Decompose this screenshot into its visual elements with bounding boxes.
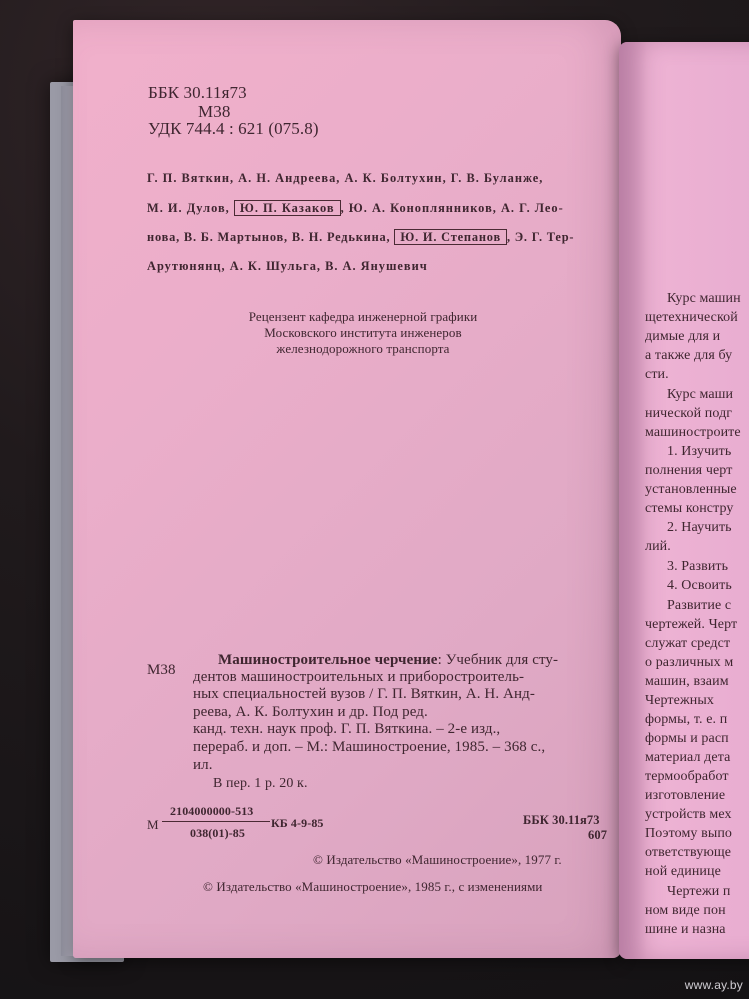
right-line-12: стемы констру: [645, 501, 734, 516]
authors-line-3: [147, 230, 574, 245]
right-line-7: нической подг: [645, 406, 733, 421]
right-line-1: Курс машин: [667, 291, 741, 306]
watermark: www.ay.by: [684, 978, 743, 992]
right-line-16: 4. Освоить: [667, 578, 732, 593]
right-line-2: щетехнической: [645, 310, 738, 325]
authors-line-2-suffix: , Ю. А. Коноплянников, А. Г. Лео-: [340, 201, 564, 215]
right-line-30: ответствующе: [645, 845, 732, 860]
right-line-32: Чертежи п: [667, 884, 731, 899]
bibliography-line-1: [218, 652, 558, 669]
authors-line-2: [147, 201, 564, 216]
right-line-20: о различных м: [645, 655, 734, 670]
bibliography-line-4: реева, А. К. Болтухин и др. Под ред.: [193, 704, 428, 720]
bibliography-line-5: канд. техн. наук проф. Г. П. Вяткина. – 2-е изд.,: [193, 721, 501, 737]
authors-line-3-prefix: нова, В. Б. Мартынов, В. Н. Редькина,: [147, 230, 391, 244]
reviewer-line-2: Московского института инженеров: [264, 325, 462, 340]
bibliography-line-7: ил.: [193, 757, 213, 773]
right-line-15: 3. Развить: [667, 559, 729, 574]
boxed-author-stepanov: Ю. И. Степанов: [394, 229, 507, 245]
fraction-numerator: 2104000000-513: [170, 804, 254, 818]
right-line-4: а также для бу: [645, 348, 733, 363]
right-page: [619, 42, 749, 959]
right-line-14: лий.: [645, 539, 671, 554]
authors-line-1: Г. П. Вяткин, А. Н. Андреева, А. К. Болтухин, Г. В. Буланже,: [147, 171, 544, 185]
right-line-6: Курс маши: [667, 387, 734, 402]
author-mark: М38: [198, 102, 231, 121]
authors-line-4: Арутюнянц, А. К. Шульга, В. А. Янушевич: [147, 259, 428, 273]
right-line-28: устройств мех: [645, 807, 732, 822]
right-line-18: чертежей. Черт: [645, 617, 738, 632]
bibliography-code: М38: [147, 662, 176, 678]
right-line-11: установленные: [645, 482, 737, 497]
right-line-33: ном виде пон: [645, 903, 726, 918]
right-line-23: формы, т. е. п: [645, 712, 728, 727]
fraction-denominator: 038(01)-85: [190, 826, 245, 840]
left-page: [73, 20, 621, 958]
bibliography-line-2: дентов машиностроительных и приборостроитель-: [193, 669, 525, 685]
authors-line-2-prefix: М. И. Дулов,: [147, 201, 230, 215]
right-line-24: формы и расп: [645, 731, 729, 746]
right-line-29: Поэтому выпо: [645, 826, 733, 841]
right-line-9: 1. Изучить: [667, 444, 732, 459]
authors-line-3-suffix: , Э. Г. Тер-: [506, 230, 575, 244]
bbk-code-bottom: ББК 30.11я73: [523, 813, 600, 827]
fraction-m-label: М: [147, 817, 159, 832]
price-line: В пер. 1 р. 20 к.: [213, 776, 308, 791]
right-line-34: шине и назна: [645, 922, 726, 937]
reviewer-line-3: железнодорожного транспорта: [276, 341, 450, 356]
copyright-1985: © Издательство «Машиностроение», 1985 г., с изменениями: [203, 879, 543, 894]
bibliography-line-1-rest: : Учебник для сту-: [437, 652, 559, 668]
right-line-27: изготовление: [645, 788, 726, 803]
right-line-26: термообработ: [645, 769, 729, 784]
udk-code: УДК 744.4 : 621 (075.8): [148, 119, 319, 138]
right-line-17: Развитие с: [667, 598, 732, 613]
right-line-31: ной единице: [645, 864, 721, 879]
right-line-22: Чертежных: [645, 693, 714, 708]
right-line-21: машин, взаим: [645, 674, 729, 689]
right-line-8: машиностроите: [645, 425, 741, 440]
kb-code: КБ 4-9-85: [271, 816, 324, 830]
right-line-10: полнения черт: [645, 463, 733, 478]
right-line-13: 2. Научить: [667, 520, 732, 535]
bibliography-line-6: перераб. и доп. – М.: Машиностроение, 1985. – 368 с.,: [193, 739, 546, 755]
bibliography-line-3: ных специальностей вузов / Г. П. Вяткин, А. Н. Анд-: [193, 686, 535, 702]
right-line-19: служат средст: [645, 636, 731, 651]
right-line-5: сти.: [645, 367, 669, 382]
fraction-bar: [162, 821, 270, 822]
right-line-25: материал дета: [645, 750, 731, 765]
bbk-code-top: ББК 30.11я73: [148, 83, 247, 102]
book-title: Машиностроительное черчение: [218, 652, 438, 668]
boxed-author-kazakov: Ю. П. Казаков: [234, 200, 341, 216]
reviewer-line-1: Рецензент кафедра инженерной графики: [248, 309, 478, 324]
bbk-607: 607: [588, 828, 608, 842]
right-line-3: димые для и: [645, 329, 721, 344]
copyright-1977: © Издательство «Машиностроение», 1977 г.: [313, 852, 562, 867]
